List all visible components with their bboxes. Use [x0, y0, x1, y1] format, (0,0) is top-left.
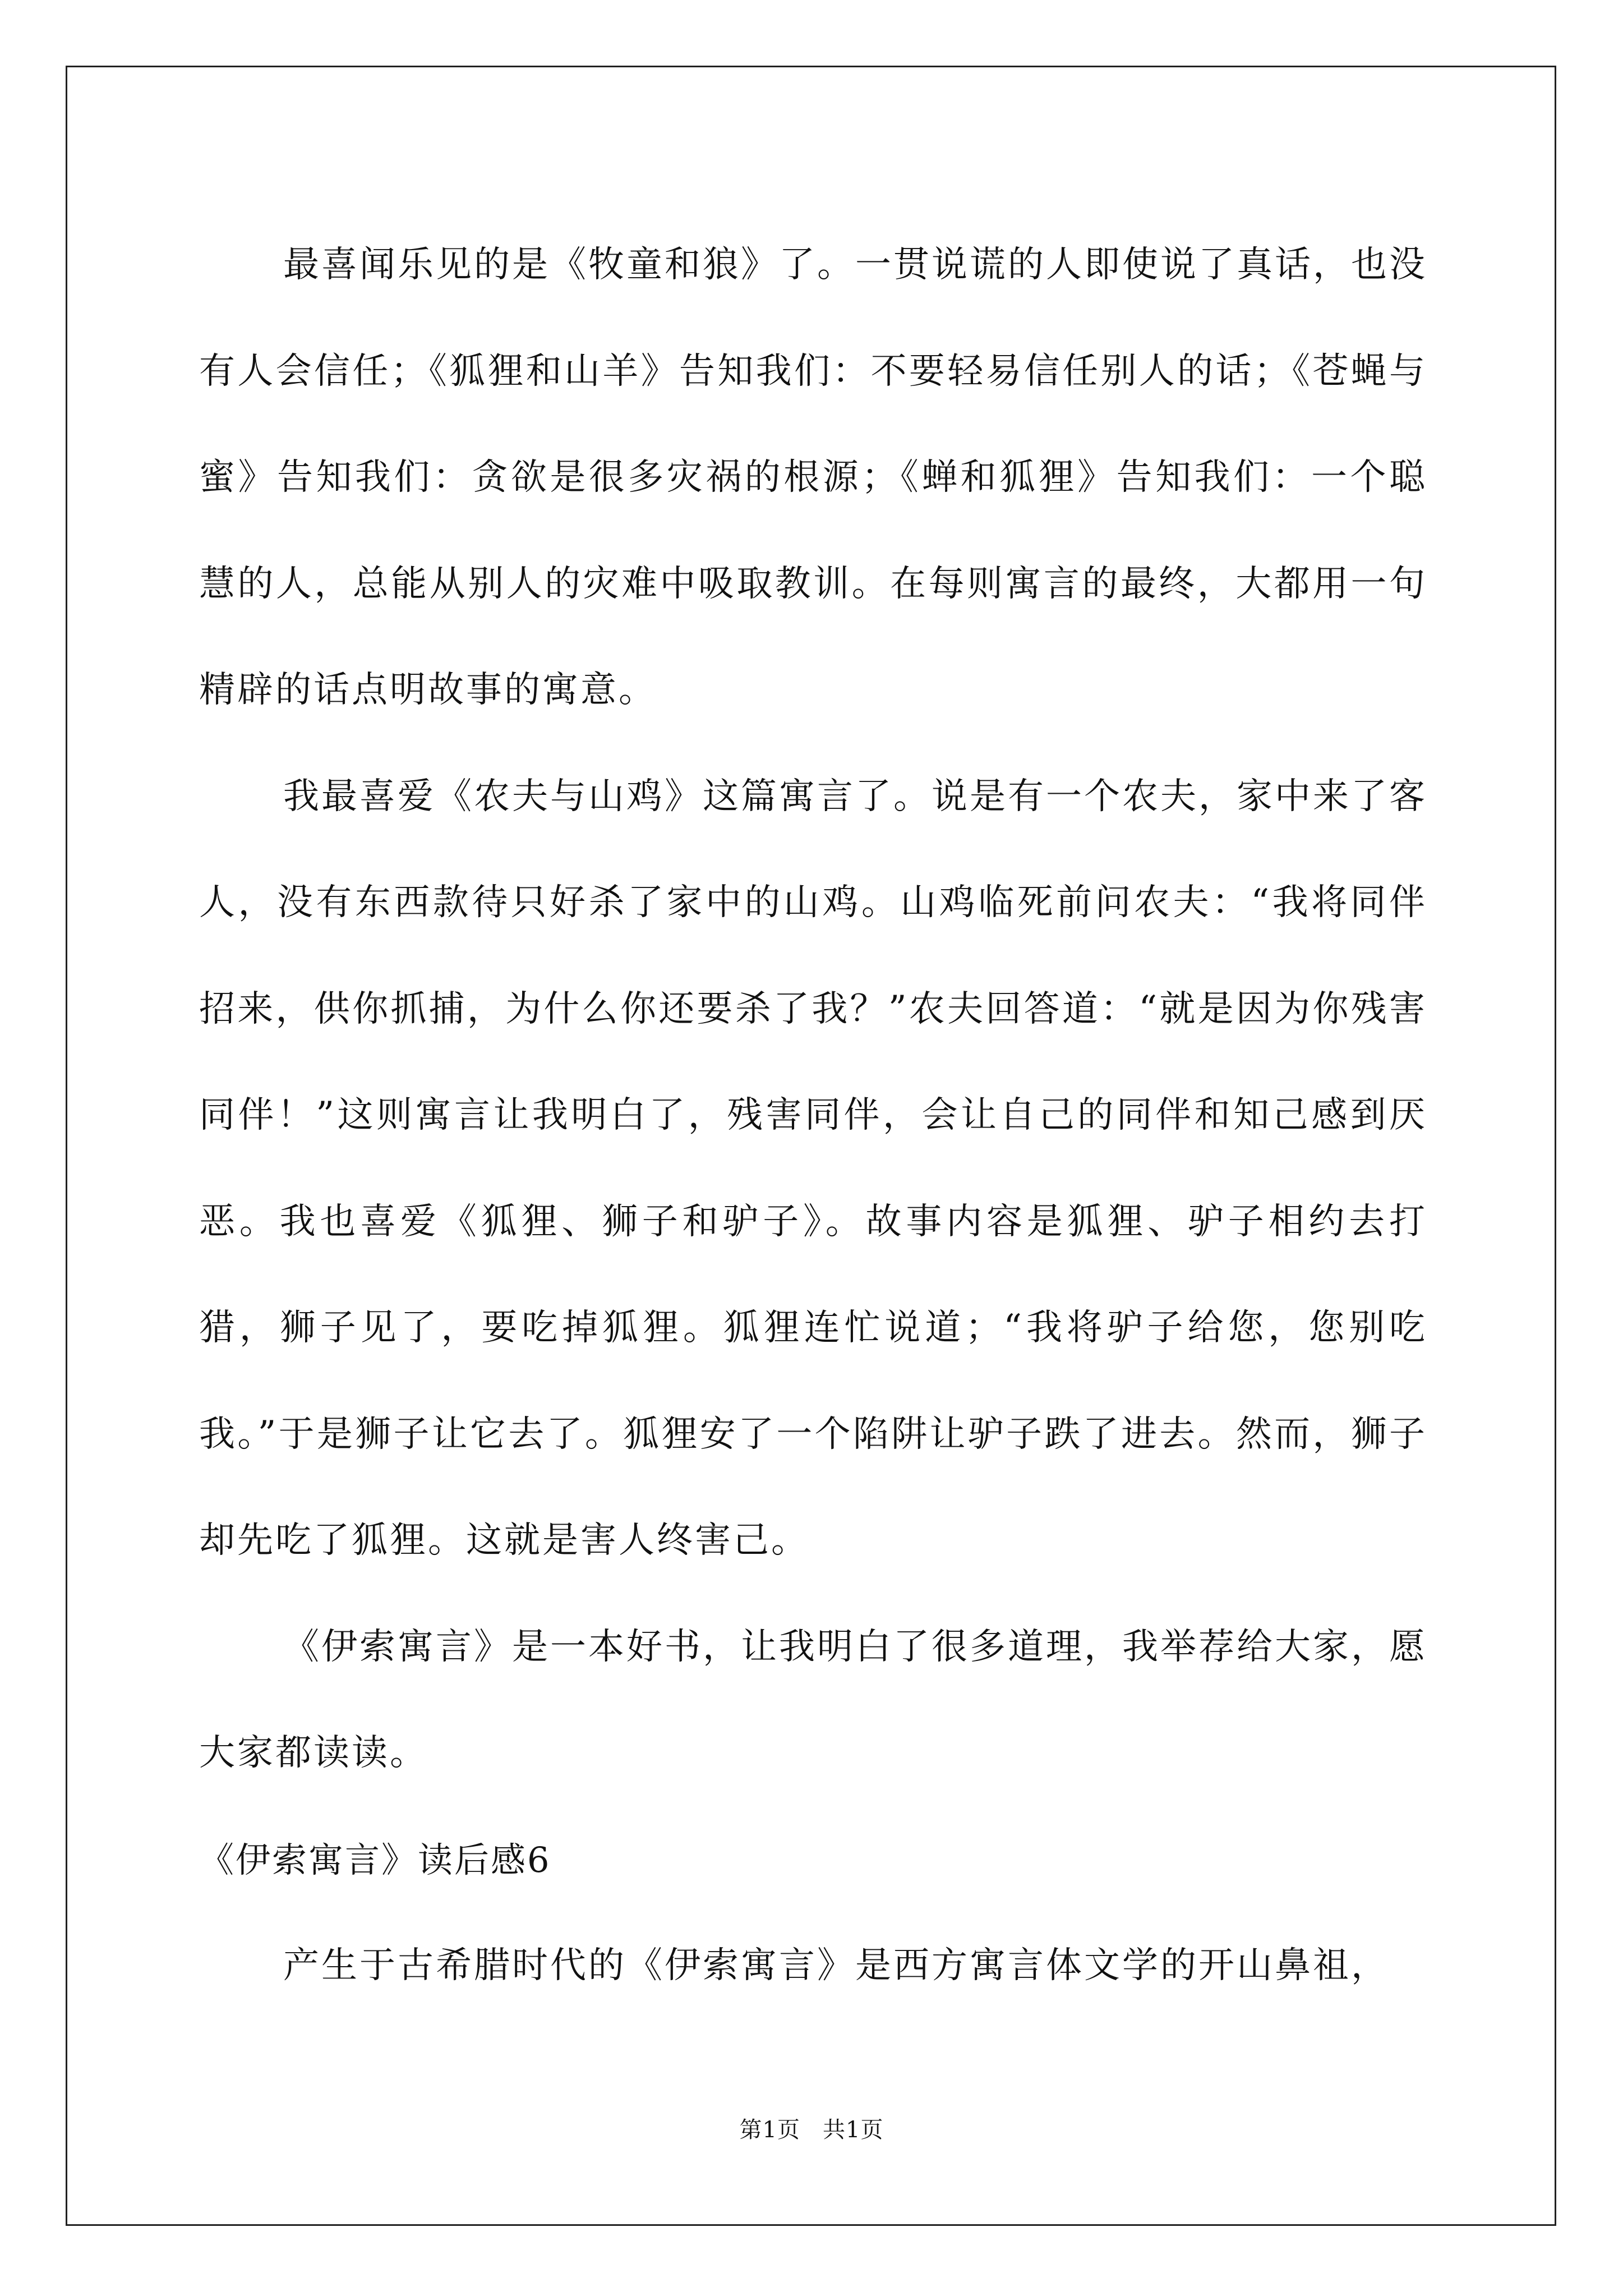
page-total: 共1页 — [823, 2117, 884, 2143]
section-heading: 《伊索寓言》读后感6 — [199, 1839, 551, 1880]
page-footer — [0, 2112, 1623, 2144]
paragraph-3: 《伊索寓言》是一本好书，让我明白了很多道理，我举荐给大家，愿大家都读读。 — [199, 1626, 1427, 1774]
paragraph-2: 我最喜爱《农夫与山鸡》这篇寓言了。说是有一个农夫，家中来了客人，没有东西款待只好杀了家中的山鸡。山鸡临死前问农夫：“我将同伴招来，供你抓捕，为什么你还要杀了我？”农夫回答道：“就是因为你残害同伴！”这则寓言让我明白了，残害同伴，会让自己的同伴和知己感到厌恶。我也喜爱《狐狸、狮子和驴子》。故事内容是狐狸、驴子相约去打猎，狮子见了，要吃掉狐狸。狐狸连忙说道；“我将驴子给您，您别吃我。”于是狮子让它去了。狐狸安了一个陷阱让驴子跌了进去。然而，狮子却先吃了狐狸。这就是害人终害己。 — [199, 775, 1427, 1561]
paragraph-4: 产生于古希腊时代的《伊索寓言》是西方寓言体文学的开山鼻祖， — [283, 1945, 1389, 1986]
paragraph-1: 最喜闻乐见的是《牧童和狼》了。一贯说谎的人即使说了真话，也没有人会信任；《狐狸和山羊》告知我们：不要轻易信任别人的话；《苍蝇与蜜》告知我们：贪欲是很多灾祸的根源；《蝉和狐狸》告知我们：一个聪慧的人，总能从别人的灾难中吸取教训。在每则寓言的最终，大都用一句精辟的话点明故事的寓意。 — [199, 244, 1427, 711]
document-body — [199, 212, 1427, 2019]
page-number: 第1页 — [739, 2117, 800, 2143]
